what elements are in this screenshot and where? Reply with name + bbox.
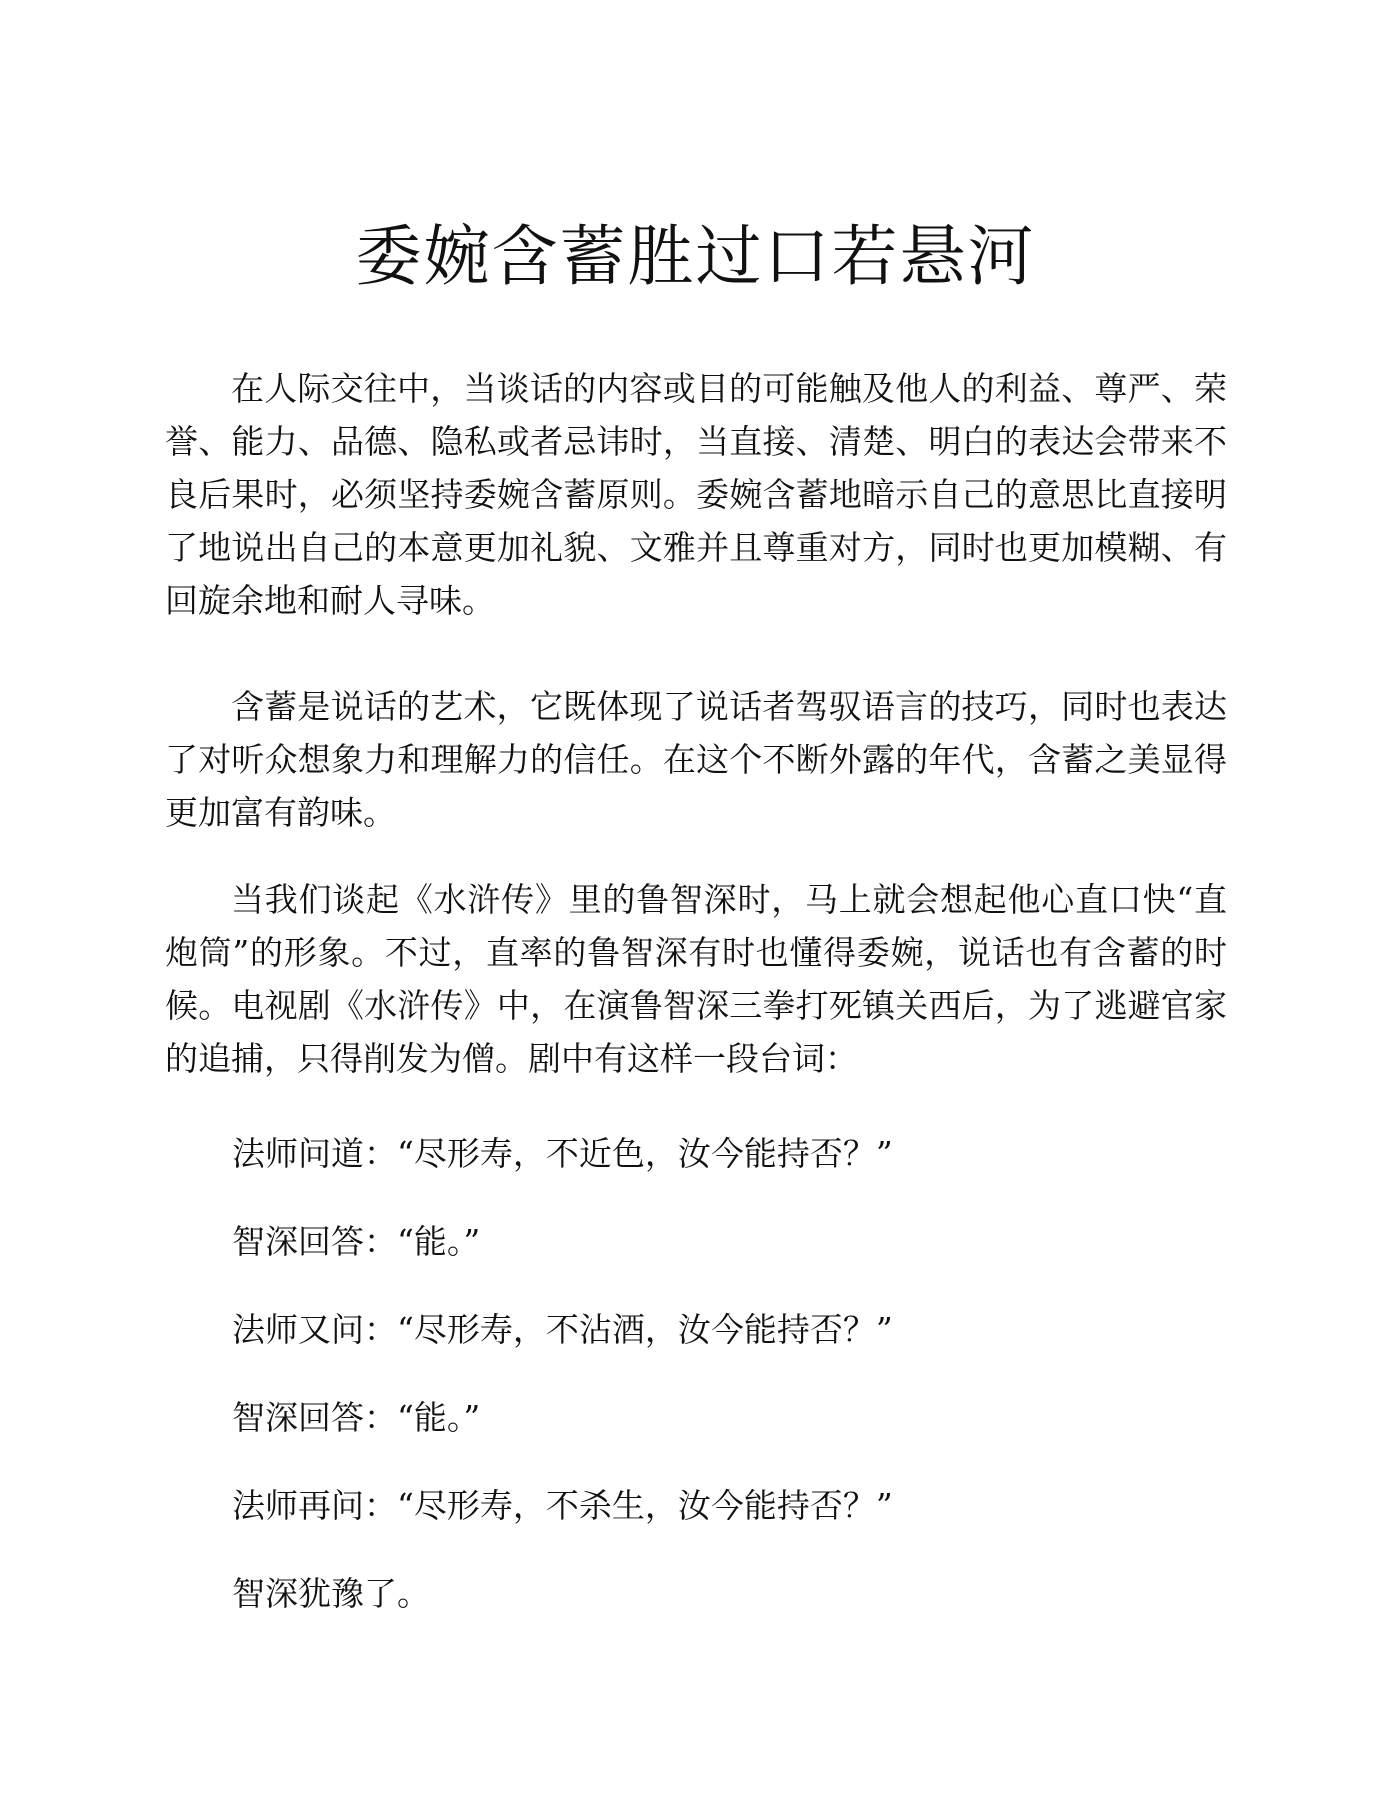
paragraph-2-container xyxy=(165,680,1227,839)
dialogue-line-4: 智深回答：“能。” xyxy=(232,1398,481,1437)
paragraph-2: 含蓄是说话的艺术，它既体现了说话者驾驭语言的技巧，同时也表达了对听众想象力和理解力的信任。在这个不断外露的年代，含蓄之美显得更加富有韵味。 xyxy=(165,687,1227,832)
dialogue-line-1: 法师问道：“尽形寿，不近色，汝今能持否？” xyxy=(232,1134,893,1173)
paragraph-1-container xyxy=(165,362,1227,627)
paragraph-3: 当我们谈起《水浒传》里的鲁智深时，马上就会想起他心直口快“直炮筒”的形象。不过，直率的鲁智深有时也懂得委婉，说话也有含蓄的时候。电视剧《水浒传》中，在演鲁智深三拳打死镇关西后，为了逃避官家的追捕，只得削发为僧。剧中有这样一段台词： xyxy=(165,880,1227,1078)
document-title: 委婉含蓄胜过口若悬河 xyxy=(355,218,1036,295)
paragraph-3-container xyxy=(165,873,1227,1085)
dialogue-line-5: 法师再问：“尽形寿，不杀生，汝今能持否？” xyxy=(232,1486,893,1525)
paragraph-1: 在人际交往中，当谈话的内容或目的可能触及他人的利益、尊严、荣誉、能力、品德、隐私或者忌讳时，当直接、清楚、明白的表达会带来不良后果时，必须坚持委婉含蓄原则。委婉含蓄地暗示自己的意思比直接明了地说出自己的本意更加礼貌、文雅并且尊重对方，同时也更加模糊、有回旋余地和耐人寻味。 xyxy=(165,369,1227,620)
dialogue-line-3: 法师又问：“尽形寿，不沾酒，汝今能持否？” xyxy=(232,1310,893,1349)
dialogue-line-6: 智深犹豫了。 xyxy=(232,1574,430,1613)
dialogue-line-2: 智深回答：“能。” xyxy=(232,1222,481,1261)
